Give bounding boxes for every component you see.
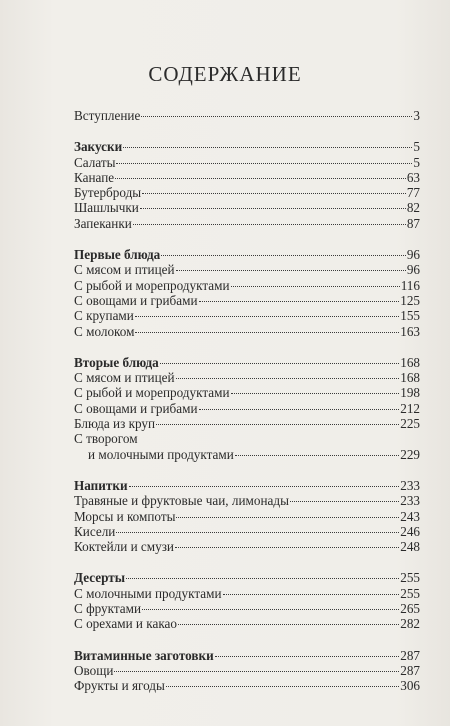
toc-entry: [74, 385, 420, 400]
toc-section-heading: [74, 648, 420, 663]
toc-label: С молоком: [74, 323, 135, 339]
toc-entry: [74, 155, 420, 170]
toc-label: С рыбой и морепродуктами: [74, 385, 230, 401]
toc-page-number: 212: [400, 400, 420, 416]
toc-label: Бутерброды: [74, 185, 142, 201]
toc-entry: [74, 416, 420, 431]
toc-label: и молочными продуктами: [88, 446, 234, 462]
toc-entry: [74, 401, 420, 416]
toc-page-number: 125: [400, 292, 420, 308]
toc-page-number: 243: [400, 508, 420, 524]
toc-label: С рыбой и морепродуктами: [74, 277, 230, 293]
toc-section-heading: [74, 478, 420, 493]
toc-label: Коктейли и смузи: [74, 539, 174, 555]
toc-label: С молочными продуктами: [74, 585, 222, 601]
toc-label: Кисели: [74, 523, 116, 539]
toc-page-number: 3: [413, 108, 420, 123]
leader-dots: [161, 255, 406, 256]
leader-dots: [114, 671, 399, 672]
page-title: СОДЕРЖАНИЕ: [148, 62, 302, 86]
toc-label: Блюда из круп: [74, 416, 156, 432]
leader-dots: [235, 455, 399, 456]
leader-dots: [231, 286, 400, 287]
toc-label: С мясом и птицей: [74, 370, 175, 386]
toc-page-number: 246: [400, 523, 420, 539]
toc-label: С мясом и птицей: [74, 262, 175, 278]
toc-entry: [74, 170, 420, 185]
toc-entry: [74, 308, 420, 323]
leader-dots: [123, 147, 412, 148]
toc-label: Десерты: [74, 570, 126, 586]
toc-page-number: 198: [400, 385, 420, 401]
toc-label: Овощи: [74, 662, 114, 678]
toc-label: С фруктами: [74, 601, 142, 617]
leader-dots: [156, 424, 399, 425]
toc-page-number: 77: [406, 185, 420, 201]
toc-label: Запеканки: [74, 215, 132, 231]
leader-dots: [176, 378, 400, 379]
toc-entry-continuation: [74, 447, 420, 462]
toc-section-heading: [74, 355, 420, 370]
leader-dots: [126, 578, 399, 579]
toc-entry: [74, 278, 420, 293]
toc-page-number: 87: [406, 215, 420, 231]
toc-page-number: 168: [400, 370, 420, 386]
leader-dots: [231, 393, 400, 394]
toc-entry: [74, 616, 420, 631]
toc-page-number: 96: [406, 262, 420, 278]
toc-label: Вступление: [74, 108, 141, 123]
toc-label: Фрукты и ягоды: [74, 678, 165, 694]
toc-label: Первые блюда: [74, 247, 161, 263]
toc-entry: [74, 663, 420, 678]
toc-page-number: 265: [400, 601, 420, 617]
leader-dots: [160, 363, 399, 364]
toc-page-number: 282: [400, 616, 420, 632]
toc-label: С творогом: [74, 431, 138, 447]
toc-page-number: 168: [400, 354, 420, 370]
toc-entry: [74, 185, 420, 200]
toc-page-number: 255: [400, 585, 420, 601]
leader-dots: [290, 501, 399, 502]
toc-label: Закуски: [74, 139, 123, 155]
toc-label: Напитки: [74, 477, 128, 493]
toc-entry: [74, 216, 420, 231]
toc-label: С орехами и какао: [74, 616, 178, 632]
leader-dots: [199, 301, 400, 302]
toc-label: Канапе: [74, 169, 115, 185]
toc-label: Травяные и фруктовые чаи, лимонады: [74, 493, 289, 509]
toc-section-heading: [74, 139, 420, 154]
toc-page-number: 116: [400, 277, 420, 293]
toc-entry: [74, 493, 420, 508]
leader-dots: [142, 609, 399, 610]
toc-page-number: 163: [400, 323, 420, 339]
toc-label: Салаты: [74, 154, 116, 170]
leader-dots: [140, 208, 406, 209]
toc-page-number: 233: [400, 493, 420, 509]
leader-dots: [166, 686, 399, 687]
toc-page-number: 155: [400, 308, 420, 324]
toc-page-number: 5: [413, 154, 420, 170]
toc-entry: [74, 509, 420, 524]
toc-page-number: 63: [406, 169, 420, 185]
toc-entry-first-line: [74, 431, 420, 446]
leader-dots: [199, 409, 400, 410]
leader-dots: [176, 270, 406, 271]
leader-dots: [223, 594, 400, 595]
toc-entry: [74, 200, 420, 215]
toc-section-heading: [74, 247, 420, 262]
toc-label: С крупами: [74, 308, 134, 324]
leader-dots: [116, 532, 399, 533]
leader-dots: [176, 517, 399, 518]
leader-dots: [116, 163, 412, 164]
leader-dots: [135, 332, 399, 333]
toc-page-number: 287: [400, 647, 420, 663]
toc-page-number: 287: [400, 662, 420, 678]
toc-page-number: 306: [400, 678, 420, 694]
leader-dots: [215, 656, 400, 657]
toc-entry: [74, 539, 420, 554]
leader-dots: [175, 547, 399, 548]
leader-dots: [178, 624, 399, 625]
toc-entry: [74, 586, 420, 601]
toc-page-number: 233: [400, 477, 420, 493]
toc-page-number: 225: [400, 416, 420, 432]
toc-entry: [74, 262, 420, 277]
toc-page-number: 5: [413, 139, 420, 155]
toc-entry: [74, 524, 420, 539]
toc-entry: [74, 678, 420, 693]
toc-page-number: 96: [406, 247, 420, 263]
toc-page-number: 255: [400, 570, 420, 586]
leader-dots: [129, 486, 400, 487]
toc-entry-intro: [74, 108, 420, 123]
toc-page-number: 248: [400, 539, 420, 555]
toc-entry: [74, 293, 420, 308]
toc-page-number: 229: [400, 446, 420, 462]
toc-label: Витаминные заготовки: [74, 647, 214, 663]
table-of-contents: [74, 108, 420, 694]
toc-entry: [74, 324, 420, 339]
toc-label: С овощами и грибами: [74, 292, 198, 308]
toc-label: С овощами и грибами: [74, 400, 198, 416]
toc-label: Вторые блюда: [74, 354, 159, 370]
toc-entry: [74, 601, 420, 616]
toc-label: Морсы и компоты: [74, 508, 176, 524]
toc-label: Шашлычки: [74, 200, 139, 216]
leader-dots: [133, 224, 406, 225]
toc-page-number: 82: [406, 200, 420, 216]
leader-dots: [142, 193, 406, 194]
toc-entry: [74, 370, 420, 385]
leader-dots: [115, 178, 406, 179]
toc-section-heading: [74, 570, 420, 585]
leader-dots: [135, 316, 399, 317]
leader-dots: [141, 116, 412, 117]
